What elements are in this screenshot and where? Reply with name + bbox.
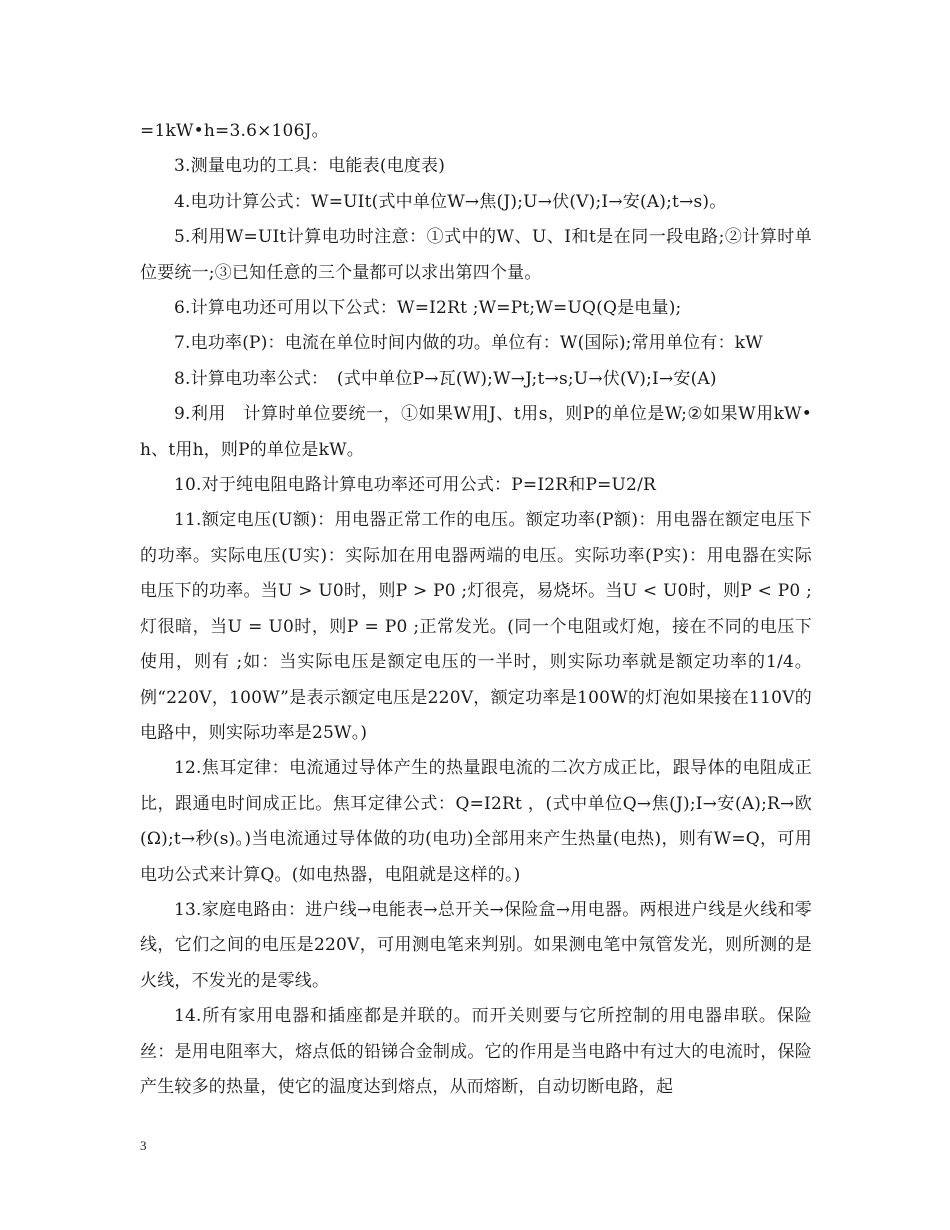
page-number: 3 [140, 1138, 147, 1153]
document-body [140, 114, 812, 1105]
paragraph: 14.所有家用电器和插座都是并联的。而开关则要与它所控制的用电器串联。保险丝：是用电阻率大，熔点低的铅锑合金制成。它的作用是当电路中有过大的电流时，保险产生较多的热量，使它的温度达到熔点，从而熔断，自动切断电路，起 [140, 1006, 812, 1097]
paragraph: =1kW•h=3.6×106J。 [140, 121, 329, 141]
paragraph: 7.电功率(P)：电流在单位时间内做的功。单位有：W(国际);常用单位有：kW [174, 333, 763, 354]
paragraph: 9.利用 计算时单位要统一，①如果W用J、t用s，则P的单位是W;②如果W用kW•h、t用h，则P的单位是kW。 [140, 404, 812, 460]
paragraph: 4.电功计算公式：W=UIt(式中单位W→焦(J);U→伏(V);I→安(A);t→s)。 [174, 191, 727, 212]
paragraph: 13.家庭电路由：进户线→电能表→总开关→保险盒→用电器。两根进户线是火线和零线，它们之间的电压是220V，可用测电笔来判别。如果测电笔中氖管发光，则所测的是火线，不发光的是零线。 [140, 899, 812, 991]
paragraph: 6.计算电功还可用以下公式：W=I2Rt ;W=Pt;W=UQ(Q是电量); [174, 298, 682, 319]
paragraph: 10.对于纯电阻电路计算电功率还可用公式：P=I2R和P=U2/R [174, 475, 657, 496]
paragraph: 11.额定电压(U额)：用电器正常工作的电压。额定功率(P额)：用电器在额定电压下的功率。实际电压(U实)：实际加在用电器两端的电压。实际功率(P实)：用电器在实际电压下的功率。当U > U0时，则P > P0 ;灯很亮，易烧坏。当U < U0时，则P < P0 ;灯很暗，当U = U0时，则P = P0 ;正常发光。(同一个电阻或灯炮，接在不同的电压下使用，则有 ;如：当实际电压是额定电压的一半时，则实际功率就是额定功率的1/4。例“220V，100W”是表示额定电压是220V，额定功率是100W的灯泡如果接在110V的电路中，则实际功率是25W。) [140, 510, 812, 743]
paragraph: 12.焦耳定律：电流通过导体产生的热量跟电流的二次方成正比，跟导体的电阻成正比，跟通电时间成正比。焦耳定律公式：Q=I2Rt ，(式中单位Q→焦(J);I→安(A);R→欧(Ω);t→秒(s)。)当电流通过导体做的功(电功)全部用来产生热量(电热)，则有W=Q，可用电功公式来计算Q。(如电热器，电阻就是这样的。) [140, 758, 812, 885]
paragraph: 5.利用W=UIt计算电功时注意：①式中的W、U、I和t是在同一段电路;②计算时单位要统一;③已知任意的三个量都可以求出第四个量。 [140, 227, 812, 283]
paragraph: 8.计算电功率公式： (式中单位P→瓦(W);W→J;t→s;U→伏(V);I→安(A) [174, 368, 717, 389]
paragraph: 3.测量电功的工具：电能表(电度表) [174, 156, 446, 177]
